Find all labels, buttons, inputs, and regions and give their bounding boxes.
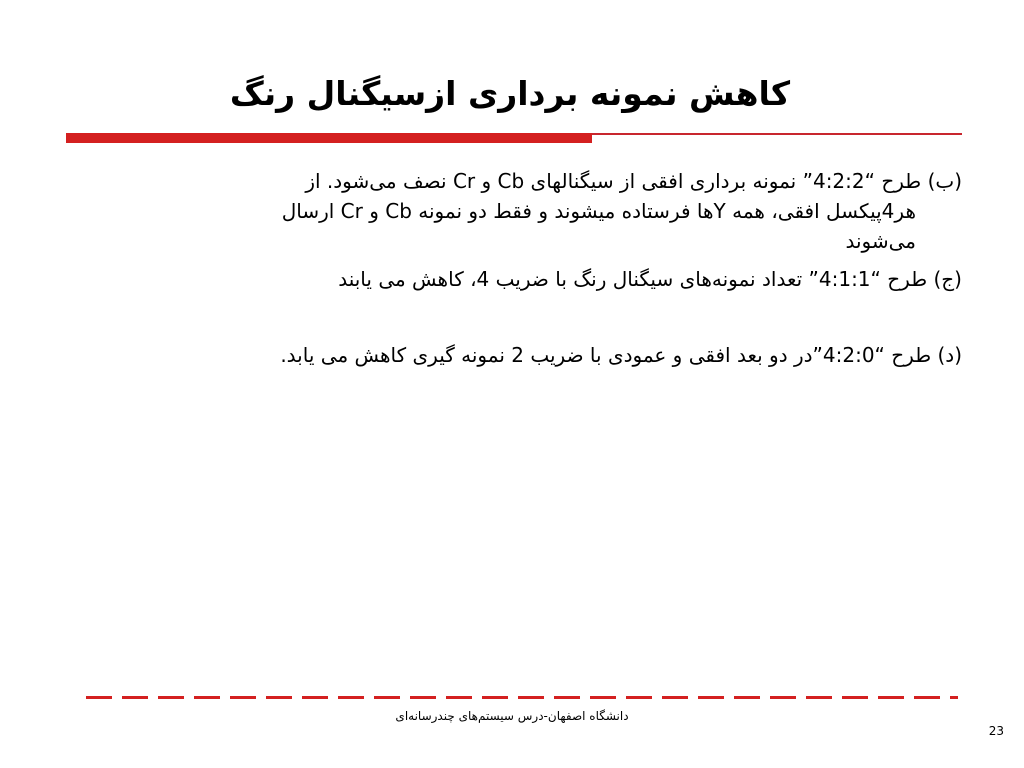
footer-divider	[86, 696, 958, 699]
paragraph-b-line-1: (ب) طرح “4:2:2” نمونه برداری افقی از سیگنالهای Cb و Cr نصف می‌شود. از	[305, 169, 962, 193]
paragraph-b	[58, 166, 962, 256]
paragraph-b-line-3: می‌شوند	[845, 229, 916, 253]
page-number: 23	[988, 724, 1004, 738]
slide-title: کاهش نمونه برداری ازسیگنال رنگ	[229, 74, 791, 113]
paragraph-b-line-2: هر4پیکسل افقی، همه Yها فرستاده میشوند و فقط دو نمونه Cb و Cr ارسال	[281, 199, 916, 223]
title-underline-accent	[66, 133, 592, 143]
paragraph-c: (ج) طرح “4:1:1” تعداد نمونه‌های سیگنال رنگ با ضریب 4، کاهش می یابند	[338, 267, 962, 291]
paragraph-d: (د) طرح “4:2:0”در دو بعد افقی و عمودی با ضریب 2 نمونه گیری کاهش می یابد.	[280, 343, 962, 367]
footer-caption: دانشگاه اصفهان-درس سیستم‌های چندرسانه‌ای	[395, 709, 629, 723]
slide-body	[58, 166, 962, 370]
